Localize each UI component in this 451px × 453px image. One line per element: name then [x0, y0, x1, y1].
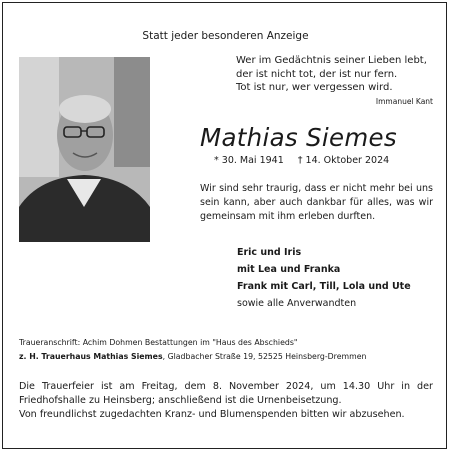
death-date: † 14. Oktober 2024: [297, 155, 390, 166]
flowers-note: Von freundlichst zugedachten Kranz- und Blumenspenden bitten wir abzusehen.: [19, 409, 405, 420]
deceased-name: Mathias Siemes: [200, 123, 397, 152]
funeral-info: [19, 380, 433, 422]
quote-block: [236, 54, 427, 95]
quote-line: Tot ist nur, wer vergessen wird.: [236, 82, 393, 93]
mourner-others: sowie alle Anverwandten: [237, 298, 357, 309]
birth-date: * 30. Mai 1941: [214, 155, 284, 166]
mourning-message: Wir sind sehr traurig, dass er nicht mehr bei uns sein kann, aber auch dankbar für alles, was wir gemeinsam mit ihm erleben durften.: [200, 183, 433, 222]
funeral-text: Die Trauerfeier ist am Freitag, dem 8. November 2024, um 14.30 Uhr in der Friedhofshalle zu Heinsberg; anschließend ist die Urnenbeisetzung.: [19, 381, 433, 406]
portrait-photo-icon: [19, 57, 150, 242]
life-dates: [214, 155, 389, 166]
address-line-1: Traueranschrift: Achim Dohmen Bestattungen im "Haus des Abschieds": [19, 338, 298, 347]
mourner-line: Eric und Iris: [237, 247, 302, 258]
notice-header: Statt jeder besonderen Anzeige: [142, 30, 309, 42]
quote-line: Wer im Gedächtnis seiner Lieben lebt,: [236, 55, 427, 66]
address-recipient: z. H. Trauerhaus Mathias Siemes: [19, 352, 163, 361]
mourning-address: [19, 336, 366, 364]
address-street: , Gladbacher Straße 19, 52525 Heinsberg-Dremmen: [162, 352, 367, 361]
quote-line: der ist nicht tot, der ist nur fern.: [236, 68, 398, 80]
mourners-list: [237, 244, 411, 312]
portrait-photo-svg: [19, 57, 150, 242]
address-line-2: [19, 350, 366, 364]
mourner-line: mit Lea und Franka: [237, 264, 341, 275]
quote-author: Immanuel Kant: [375, 97, 433, 106]
mourner-line: Frank mit Carl, Till, Lola und Ute: [237, 281, 411, 292]
